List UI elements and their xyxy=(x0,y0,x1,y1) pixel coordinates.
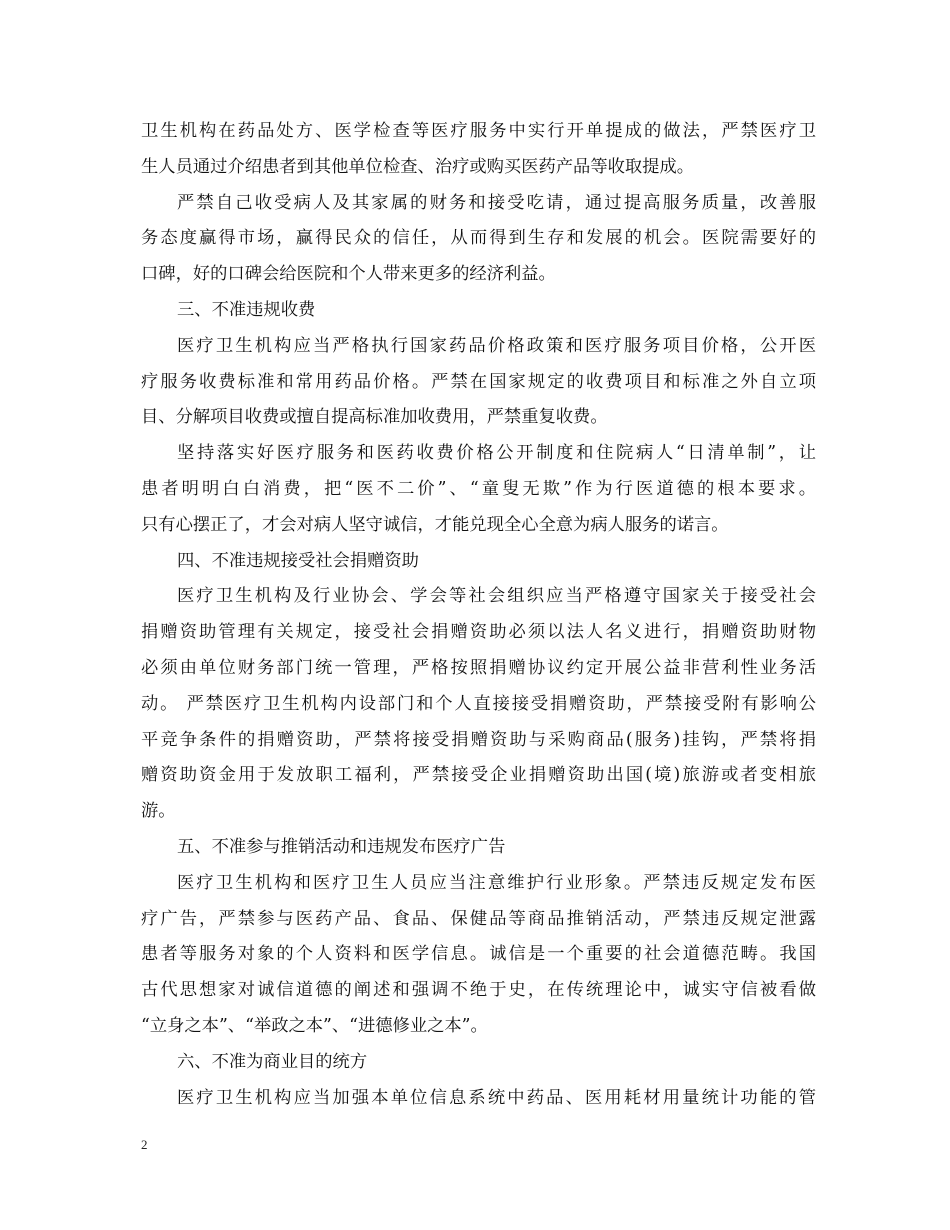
text-line: 古代思想家对诚信道德的阐述和强调不绝于史，在传统理论中，诚实守信被看做 xyxy=(141,980,816,1001)
text-line: 游。 xyxy=(141,801,176,822)
text-line: 只有心摆正了，才会对病人坚守诚信，才能兑现全心全意为病人服务的诺言。 xyxy=(141,514,729,535)
text-line: 疗服务收费标准和常用药品价格。严禁在国家规定的收费项目和标准之外自立项 xyxy=(141,371,816,392)
text-line: 必须由单位财务部门统一管理，严格按照捐赠协议约定开展公益非营利性业务活 xyxy=(141,657,816,678)
page-number: 2 xyxy=(141,1137,148,1152)
text-line: 坚持落实好医疗服务和医药收费价格公开制度和住院病人“日清单制”，让 xyxy=(177,443,816,464)
text-line: 口碑，好的口碑会给医院和个人带来更多的经济利益。 xyxy=(141,264,556,285)
text-line: 务态度赢得市场，赢得民众的信任，从而得到生存和发展的机会。医院需要好的 xyxy=(141,228,816,249)
text-line: 动。 严禁医疗卫生机构内设部门和个人直接接受捐赠资助，严禁接受附有影响公 xyxy=(141,693,816,714)
text-line: 严禁自己收受病人及其家属的财务和接受吃请，通过提高服务质量，改善服 xyxy=(177,192,816,213)
text-line: 赠资助资金用于发放职工福利，严禁接受企业捐赠资助出国(境)旅游或者变相旅 xyxy=(141,765,816,786)
section-heading: 五、不准参与推销活动和违规发布医疗广告 xyxy=(177,836,506,857)
body-text xyxy=(141,114,816,1116)
text-line: 医疗卫生机构和医疗卫生人员应当注意维护行业形象。严禁违反规定发布医 xyxy=(177,872,816,893)
section-heading: 四、不准违规接受社会捐赠资助 xyxy=(177,550,419,571)
text-line: 生人员通过介绍患者到其他单位检查、治疗或购买医药产品等收取提成。 xyxy=(141,156,695,177)
text-line: 平竞争条件的捐赠资助，严禁将接受捐赠资助与采购商品(服务)挂钩，严禁将捐 xyxy=(141,729,816,750)
section-heading: 三、不准违规收费 xyxy=(177,299,316,320)
text-line: 患者等服务对象的个人资料和医学信息。诚信是一个重要的社会道德范畴。我国 xyxy=(141,944,816,965)
text-line: 医疗卫生机构及行业协会、学会等社会组织应当严格遵守国家关于接受社会 xyxy=(177,586,816,607)
text-line: 患者明明白白消费，把“医不二价”、“童叟无欺”作为行医道德的根本要求。 xyxy=(141,478,816,499)
text-line: 捐赠资助管理有关规定，接受社会捐赠资助必须以法人名义进行，捐赠资助财物 xyxy=(141,622,816,643)
text-line: 医疗卫生机构应当加强本单位信息系统中药品、医用耗材用量统计功能的管 xyxy=(177,1087,816,1108)
text-line: 目、分解项目收费或擅自提高标准加收费用，严禁重复收费。 xyxy=(141,407,608,428)
text-line: “立身之本”、“举政之本”、“进德修业之本”。 xyxy=(141,1015,488,1036)
text-line: 医疗卫生机构应当严格执行国家药品价格政策和医疗服务项目价格，公开医 xyxy=(177,335,816,356)
section-heading: 六、不准为商业目的统方 xyxy=(177,1051,368,1072)
text-line: 卫生机构在药品处方、医学检查等医疗服务中实行开单提成的做法，严禁医疗卫 xyxy=(141,121,816,141)
text-line: 疗广告，严禁参与医药产品、食品、保健品等商品推销活动，严禁违反规定泄露 xyxy=(141,908,816,929)
